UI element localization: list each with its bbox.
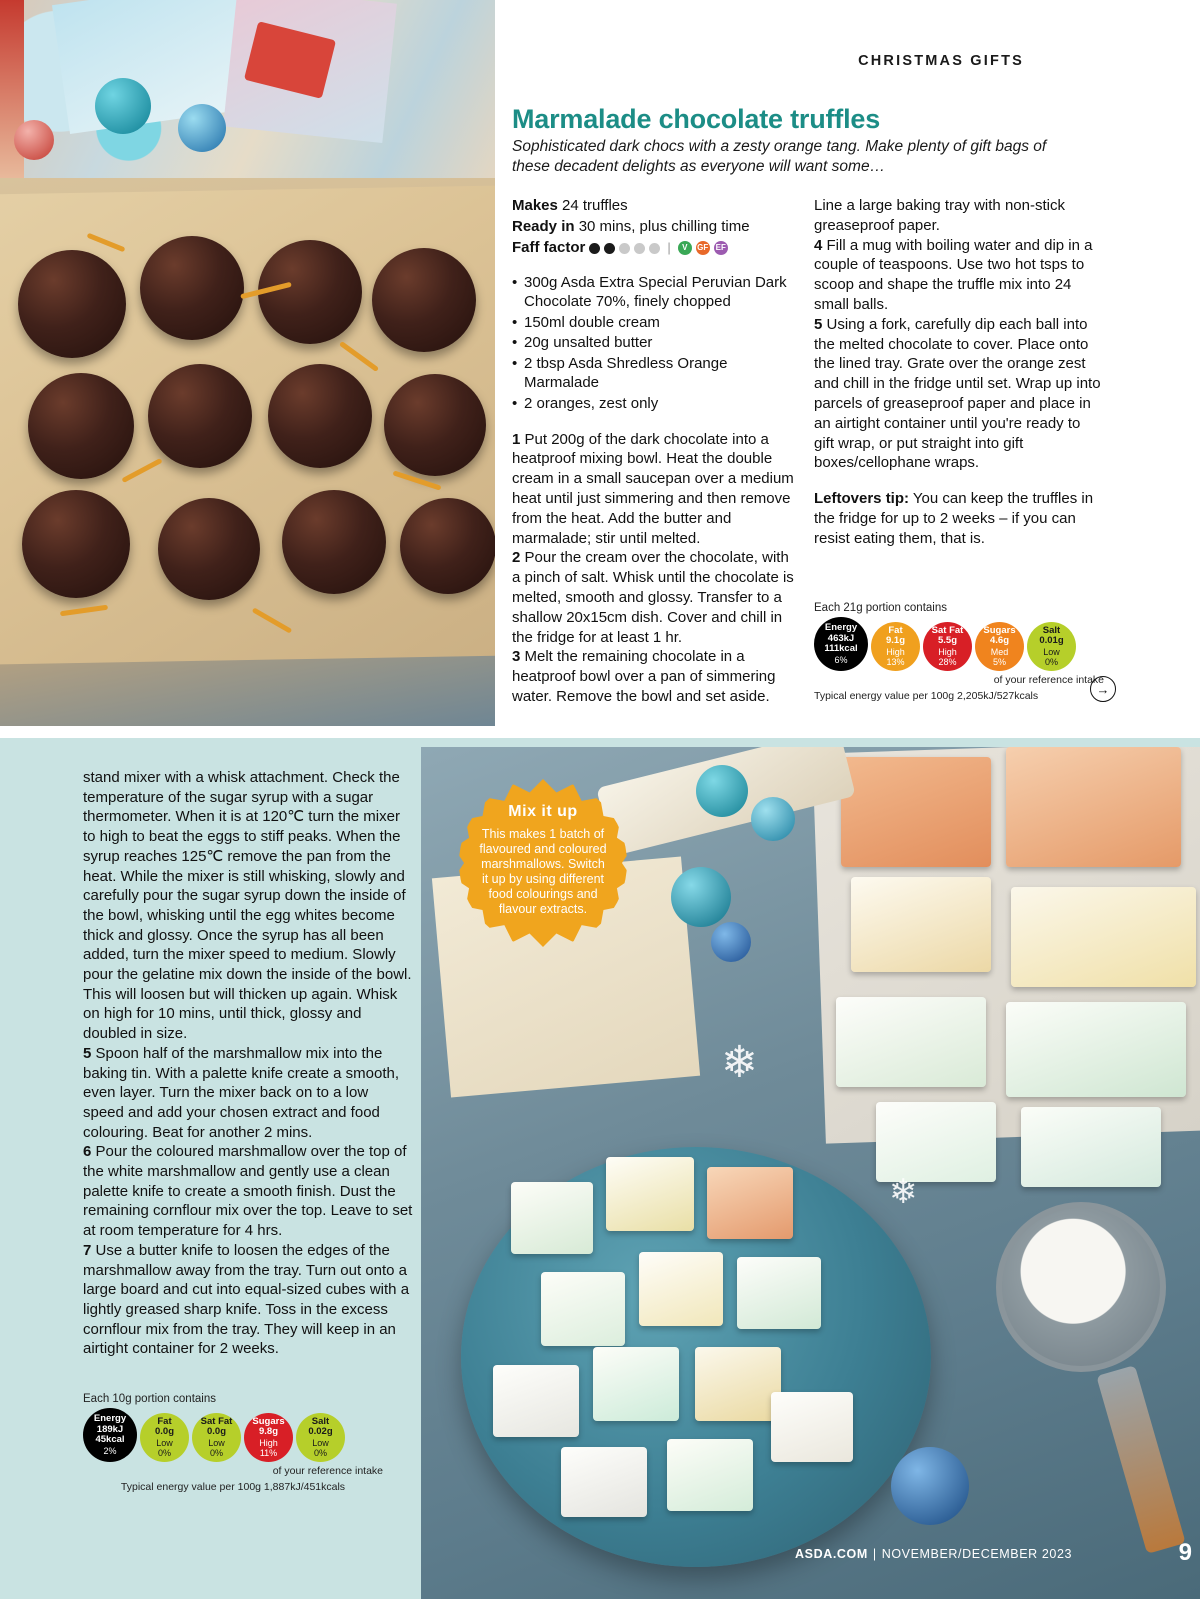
step-number: 5 bbox=[83, 1044, 92, 1062]
next-page-arrow-icon[interactable]: → bbox=[1090, 676, 1116, 702]
faff-dot-empty bbox=[634, 243, 645, 254]
nutrition-name: Sat Fat bbox=[931, 624, 964, 636]
section-kicker: CHRISTMAS GIFTS bbox=[858, 53, 1024, 69]
nutrition-level: High bbox=[259, 1437, 278, 1448]
nutrition-pct: 0% bbox=[313, 1448, 327, 1458]
sieve-handle bbox=[1096, 1365, 1185, 1554]
step-number: 1 bbox=[512, 430, 521, 448]
method-steps-left bbox=[512, 430, 800, 707]
bauble-decoration bbox=[891, 1447, 969, 1525]
snowflake-icon: ❄ bbox=[889, 1173, 918, 1211]
nutrition-salt bbox=[1027, 622, 1076, 671]
nutrition-value2: 111kcal bbox=[824, 643, 858, 654]
christmas-cards-photo bbox=[0, 0, 495, 178]
nutrition-pct: 5% bbox=[992, 657, 1006, 667]
nutrition-name: Fat bbox=[157, 1415, 172, 1427]
method-step bbox=[512, 548, 800, 647]
recipe-left-column bbox=[512, 196, 800, 707]
nutrition-name: Sat Fat bbox=[200, 1415, 233, 1427]
meta-ready-value: 30 mins, plus chilling time bbox=[574, 217, 750, 235]
method-step bbox=[512, 647, 800, 706]
nutrition-pct: 13% bbox=[886, 657, 905, 667]
marshmallow-text-column bbox=[83, 768, 413, 1359]
nutrition-caption: Each 10g portion contains bbox=[83, 1393, 216, 1405]
nutrition-energy bbox=[83, 1408, 137, 1462]
step-number: 7 bbox=[83, 1241, 92, 1259]
callout-body: This makes 1 batch of flavoured and coloured marshmallows. Switch it up by using different food colourings and flavour extracts. bbox=[479, 827, 607, 916]
snowflake-icon: ❄ bbox=[721, 1038, 758, 1087]
step-text: Put 200g of the dark chocolate into a heatproof mixing bowl. Heat the double cream in a small saucepan over a medium heat until just simmering and then remove from the heat. Add the butter and marmalade; stir until melted. bbox=[512, 430, 794, 547]
step-number: 5 bbox=[814, 315, 823, 333]
method-step bbox=[83, 1044, 413, 1143]
traffic-light-row bbox=[814, 617, 1104, 671]
step-number: 4 bbox=[814, 236, 823, 254]
truffles-hero-photo bbox=[0, 178, 495, 726]
nutrition-sugars bbox=[975, 622, 1024, 671]
standfirst: Sophisticated dark chocs with a zesty orange tang. Make plenty of gift bags of these decadent delights as everyone will want some… bbox=[512, 138, 1047, 175]
meta-faff-label: Faff factor bbox=[512, 239, 586, 256]
nutrition-pct: 0% bbox=[209, 1448, 223, 1458]
mix-it-up-callout bbox=[459, 779, 627, 947]
step-number: 3 bbox=[512, 648, 521, 666]
meta-divider: | bbox=[667, 240, 671, 255]
method-step bbox=[83, 1142, 413, 1241]
bauble-decoration bbox=[671, 867, 731, 927]
nutrition-level: High bbox=[938, 646, 957, 657]
nutrition-level: Med bbox=[990, 646, 1009, 657]
nutrition-pct: 0% bbox=[157, 1448, 171, 1458]
nutrition-name: Salt bbox=[311, 1415, 330, 1427]
nutrition-level: Low bbox=[208, 1437, 225, 1448]
page-title: Marmalade chocolate truffles bbox=[512, 104, 881, 134]
list-item: • 150ml double cream bbox=[512, 313, 800, 333]
method-step bbox=[512, 430, 800, 549]
egg-free-badge-icon: EF bbox=[714, 241, 728, 255]
footer-brand: ASDA.COM bbox=[795, 1547, 868, 1561]
nutrition-value: 0.0g bbox=[154, 1426, 174, 1437]
nutrition-value: 463kJ bbox=[827, 632, 855, 644]
nutrition-fat bbox=[871, 622, 920, 671]
truffles-page-top bbox=[0, 0, 1200, 738]
step-text: Melt the remaining chocolate in a heatproof bowl over a pan of simmering water. Remove the bowl and set aside. bbox=[512, 648, 776, 706]
sieve-prop bbox=[996, 1202, 1166, 1372]
method-steps-right bbox=[814, 196, 1104, 473]
marshmallow-hero-photo bbox=[421, 747, 1200, 1599]
list-item: • 2 tbsp Asda Shredless Orange Marmalade bbox=[512, 354, 800, 393]
leftovers-label: Leftovers tip: bbox=[814, 490, 910, 508]
bauble-decoration bbox=[711, 922, 751, 962]
marshmallow-intro: stand mixer with a whisk attachment. Check the temperature of the sugar syrup with a sugar thermometer. When it is at 120℃ turn the mixer to high to beat the eggs to stiff peaks. When the syrup reaches 125℃ remove the pan from the heat. While the mixer is still whisking, slowly and carefully pour the sugar syrup down the inside of the bowl, whisking until the egg whites become thick and glossy. Once the syrup has all been added, turn the mixer speed to medium. Slowly pour the gelatine mix down the inside of the bowl. This will loosen but will thicken up again. Whisk on high for 10 mins, until thick, glossy and doubled in size. bbox=[83, 769, 412, 1043]
truffles-photo-column bbox=[0, 0, 495, 726]
nutrition-ref-line-1: of your reference intake bbox=[272, 1465, 383, 1477]
step-text: Pour the cream over the chocolate, with a pinch of salt. Whisk until the chocolate is melted, smooth and glossy. Transfer to a shallow 20x15cm dish. Cover and chill in the fridge for at least 1 hr. bbox=[512, 549, 794, 646]
nutrition-panel-truffles bbox=[814, 602, 1104, 703]
list-item: • 20g unsalted butter bbox=[512, 333, 800, 353]
nutrition-level: High bbox=[886, 646, 905, 657]
page-number: 9 bbox=[1178, 1539, 1192, 1566]
recipe-meta bbox=[512, 196, 800, 259]
meta-ready bbox=[512, 217, 800, 238]
nutrition-value: 4.6g bbox=[989, 635, 1009, 646]
nutrition-value: 9.8g bbox=[258, 1426, 278, 1437]
nutrition-pct: 6% bbox=[834, 654, 848, 665]
method-step bbox=[814, 315, 1104, 473]
method-intro: Line a large baking tray with non-stick greaseproof paper. bbox=[814, 197, 1065, 234]
nutrition-name: Energy bbox=[824, 622, 858, 633]
footer-issue: NOVEMBER/DECEMBER 2023 bbox=[881, 1547, 1073, 1561]
nutrition-value: 9.1g bbox=[885, 635, 905, 646]
faff-dot-empty bbox=[649, 243, 660, 254]
meta-makes-value: 24 truffles bbox=[557, 197, 628, 214]
nutrition-level: Low bbox=[1043, 646, 1060, 657]
vegetarian-badge-icon: V bbox=[678, 241, 692, 255]
gluten-free-badge-icon: GF bbox=[696, 241, 710, 255]
faff-dot-filled bbox=[604, 243, 615, 254]
nutrition-ref-line-2: Typical energy value per 100g 1,887kJ/451kcals bbox=[120, 1481, 346, 1493]
nutrition-level: Low bbox=[312, 1437, 329, 1448]
nutrition-name: Sugars bbox=[983, 624, 1016, 636]
bauble-decoration bbox=[696, 765, 748, 817]
step-number: 2 bbox=[512, 549, 521, 567]
nutrition-sugars bbox=[244, 1413, 293, 1462]
nutrition-value: 0.01g bbox=[1039, 635, 1064, 646]
nutrition-value: 0.02g bbox=[308, 1426, 333, 1437]
nutrition-salt bbox=[296, 1413, 345, 1462]
step-text: Use a butter knife to loosen the edges of the marshmallow away from the tray. Turn out onto a large board and cut into equal-sized cubes with a lightly greased sharp knife. Toss in the excess cornflour mix from the tray. They will keep in an airtight container for 2 weeks. bbox=[83, 1241, 410, 1358]
method-step bbox=[814, 236, 1104, 315]
ingredients-list bbox=[512, 273, 800, 414]
nutrition-pct: 0% bbox=[1044, 657, 1058, 667]
nutrition-satfat bbox=[923, 622, 972, 671]
nutrition-level: Low bbox=[156, 1437, 173, 1448]
list-item: • 300g Asda Extra Special Peruvian Dark Chocolate 70%, finely chopped bbox=[512, 273, 800, 312]
nutrition-value: 5.5g bbox=[937, 635, 957, 646]
nutrition-pct: 28% bbox=[938, 657, 957, 667]
nutrition-value2: 45kcal bbox=[95, 1434, 125, 1445]
traffic-light-row bbox=[83, 1408, 383, 1462]
nutrition-name: Sugars bbox=[252, 1415, 285, 1427]
list-item: • 2 oranges, zest only bbox=[512, 394, 800, 414]
method-step bbox=[83, 1241, 413, 1359]
nutrition-name: Energy bbox=[93, 1413, 127, 1424]
nutrition-pct: 11% bbox=[259, 1448, 278, 1458]
faff-dot-empty bbox=[619, 243, 630, 254]
nutrition-ref-line-1: of your reference intake bbox=[993, 674, 1104, 686]
meta-makes bbox=[512, 196, 800, 217]
nutrition-caption: Each 21g portion contains bbox=[814, 602, 947, 614]
meta-ready-label: Ready in bbox=[512, 217, 575, 235]
nutrition-energy bbox=[814, 617, 868, 671]
nutrition-pct: 2% bbox=[103, 1445, 117, 1456]
footer bbox=[795, 1543, 1200, 1565]
step-text: Using a fork, carefully dip each ball into the melted chocolate to cover. Place onto the lined tray. Grate over the orange zest and chill in the fridge until set. Wrap up into parcels of greaseproof paper and place in an airtight container until you're ready to gift wrap, or put straight into gift boxes/cellophane wraps. bbox=[814, 315, 1101, 472]
nutrition-satfat bbox=[192, 1413, 241, 1462]
footer-divider: | bbox=[872, 1547, 877, 1561]
step-text: Fill a mug with boiling water and dip in a couple of teaspoons. Use two hot tsps to scoop and shape the truffle mix into 24 small balls. bbox=[814, 236, 1093, 313]
bauble-decoration bbox=[751, 797, 795, 841]
nutrition-value: 0.0g bbox=[206, 1426, 226, 1437]
recipe-right-column bbox=[814, 196, 1104, 549]
meta-faff bbox=[512, 238, 800, 259]
nutrition-value: 189kJ bbox=[96, 1423, 124, 1435]
nutrition-ref-line-2: Typical energy value per 100g 2,205kJ/527kcals bbox=[814, 690, 1039, 702]
marshmallow-page-bottom bbox=[0, 738, 1200, 1599]
leftovers-text: You can keep the truffles in the fridge for up to 2 weeks – if you can resist eating them, that is. bbox=[814, 490, 1094, 547]
faff-dot-filled bbox=[589, 243, 600, 254]
leftovers-tip bbox=[814, 489, 1104, 548]
step-text: Pour the coloured marshmallow over the top of the white marshmallow and gently use a clean palette knife to create a smooth finish. Dust the remaining cornflour mix over the top. Leave to set at room temperature for 4 hrs. bbox=[83, 1143, 413, 1240]
meta-makes-label: Makes bbox=[512, 197, 558, 214]
nutrition-fat bbox=[140, 1413, 189, 1462]
callout-title: Mix it up bbox=[508, 803, 578, 820]
nutrition-name: Fat bbox=[888, 624, 903, 636]
step-number: 6 bbox=[83, 1143, 92, 1161]
step-text: Spoon half of the marshmallow mix into the baking tin. With a palette knife create a smooth, even layer. Turn the mixer back on to a low speed and add your chosen extract and food colouring. Beat for another 2 mins. bbox=[83, 1044, 400, 1141]
nutrition-panel-marshmallow bbox=[83, 1393, 383, 1494]
nutrition-name: Salt bbox=[1042, 624, 1061, 636]
